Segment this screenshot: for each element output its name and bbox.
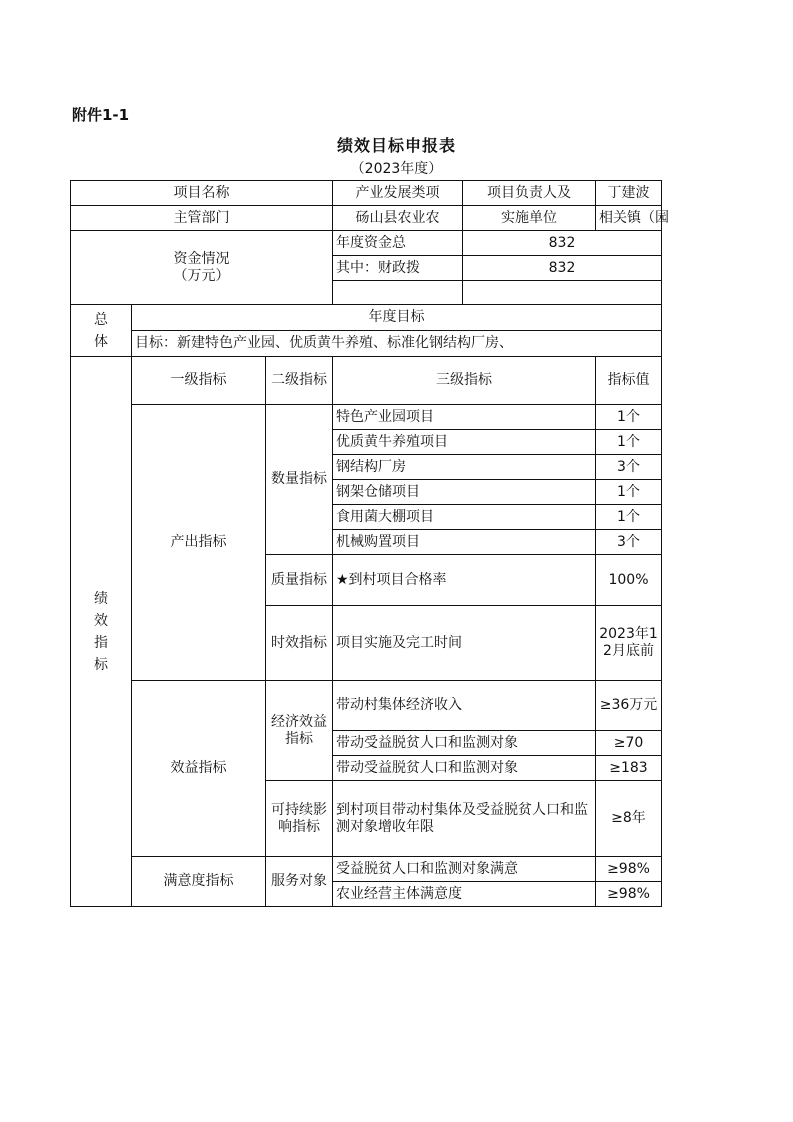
row-project-name — [71, 181, 662, 206]
indicator-name: 到村项目带动村集体及受益脱贫人口和监测对象增收年限 — [333, 781, 596, 857]
indicator-value: 3个 — [596, 530, 662, 555]
fund-fiscal-label: 其中：财政拨 — [333, 256, 463, 281]
impl-unit-value: 相关镇（园 — [596, 206, 662, 231]
indicator-value: ≥70 — [596, 731, 662, 756]
indicator-value: 1个 — [596, 505, 662, 530]
row-indicator-header — [71, 357, 662, 405]
output-indicator-label: 产出指标 — [132, 405, 266, 681]
indicator-value: ≥8年 — [596, 781, 662, 857]
indicator-name: 钢结构厂房 — [333, 455, 596, 480]
row-department — [71, 206, 662, 231]
indicator-name: 带动受益脱贫人口和监测对象 — [333, 731, 596, 756]
indicator-name: 带动受益脱贫人口和监测对象 — [333, 756, 596, 781]
row-fund-total — [71, 231, 662, 256]
quantity-indicator-label: 数量指标 — [266, 405, 333, 555]
fund-label-cell — [71, 231, 333, 305]
form-year: （2023年度） — [350, 161, 443, 177]
indicator-value: 2023年12月底前 — [596, 606, 662, 681]
indicator-value: ≥98% — [596, 882, 662, 907]
indicator-name: 机械购置项目 — [333, 530, 596, 555]
overall-label: 总体 — [71, 305, 132, 357]
table-row — [71, 405, 662, 430]
form-title: 绩效目标申报表 — [336, 136, 456, 155]
indicator-value: ≥36万元 — [596, 681, 662, 731]
indicator-value: ≥98% — [596, 857, 662, 882]
annual-goal-label: 年度目标 — [132, 305, 662, 331]
indicator-name: 带动村集体经济收入 — [333, 681, 596, 731]
level1-header: 一级指标 — [132, 357, 266, 405]
indicator-value: ≥183 — [596, 756, 662, 781]
sustain-indicator-label: 可持续影响指标 — [266, 781, 333, 857]
project-name-label: 项目名称 — [71, 181, 333, 206]
indicator-name: 食用菌大棚项目 — [333, 505, 596, 530]
project-name-value: 产业发展类项 — [333, 181, 463, 206]
value-header: 指标值 — [596, 357, 662, 405]
indicator-value: 100% — [596, 555, 662, 606]
satisfaction-indicator-label: 满意度指标 — [132, 857, 266, 907]
indicator-name: 优质黄牛养殖项目 — [333, 430, 596, 455]
indicator-name: 受益脱贫人口和监测对象满意 — [333, 857, 596, 882]
fund-total-label: 年度资金总 — [333, 231, 463, 256]
indicator-value: 1个 — [596, 405, 662, 430]
level3-header: 三级指标 — [333, 357, 596, 405]
empty-cell — [463, 281, 662, 305]
leader-label: 项目负责人及 — [463, 181, 596, 206]
indicator-name: 农业经营主体满意度 — [333, 882, 596, 907]
table-row — [71, 681, 662, 731]
annual-goal-text: 目标：新建特色产业园、优质黄牛养殖、标准化钢结构厂房、 — [132, 331, 662, 357]
performance-goal-table — [70, 180, 669, 907]
fund-label: 资金情况 — [173, 250, 230, 267]
row-annual-goal-header — [71, 305, 662, 331]
level2-header: 二级指标 — [266, 357, 333, 405]
fund-total-value: 832 — [463, 231, 662, 256]
empty-cell — [333, 281, 463, 305]
indicator-name: 特色产业园项目 — [333, 405, 596, 430]
leader-value: 丁建波 — [596, 181, 662, 206]
timeliness-indicator-label: 时效指标 — [266, 606, 333, 681]
quality-indicator-label: 质量指标 — [266, 555, 333, 606]
indicator-name: 钢架仓储项目 — [333, 480, 596, 505]
impl-unit-label: 实施单位 — [463, 206, 596, 231]
fund-unit: （万元） — [173, 267, 230, 284]
department-value: 砀山县农业农 — [333, 206, 463, 231]
row-annual-goal-text — [71, 331, 662, 357]
benefit-indicator-label: 效益指标 — [132, 681, 266, 857]
economic-benefit-label: 经济效益指标 — [266, 681, 333, 781]
department-label: 主管部门 — [71, 206, 333, 231]
fund-fiscal-value: 832 — [463, 256, 662, 281]
indicator-value: 3个 — [596, 455, 662, 480]
table-row — [71, 857, 662, 882]
attachment-label: 附件1-1 — [72, 106, 130, 124]
indicator-value: 1个 — [596, 480, 662, 505]
indicator-section-label: 绩效指标 — [71, 357, 132, 907]
indicator-name: ★到村项目合格率 — [333, 555, 596, 606]
service-target-label: 服务对象 — [266, 857, 333, 907]
indicator-value: 1个 — [596, 430, 662, 455]
indicator-name: 项目实施及完工时间 — [333, 606, 596, 681]
